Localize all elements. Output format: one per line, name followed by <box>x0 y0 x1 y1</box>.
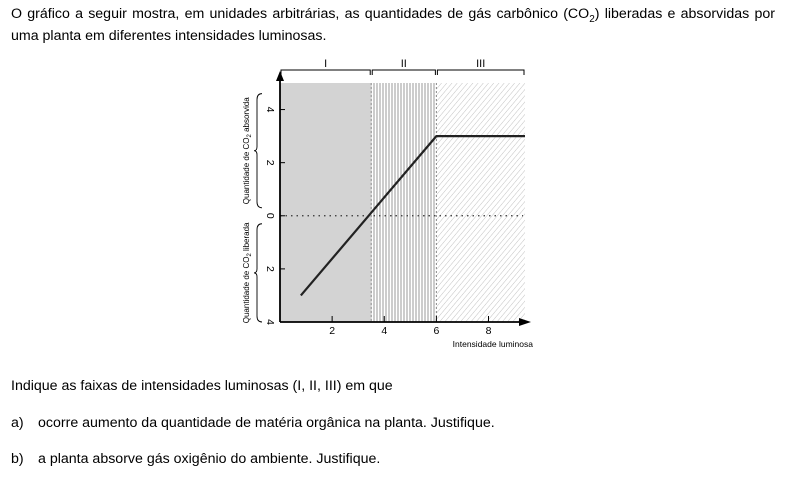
question-a-text: ocorre aumento da quantidade de matéria orgânica na planta. Justifique. <box>38 415 495 431</box>
region-bracket <box>372 70 435 75</box>
region-3 <box>436 83 525 322</box>
y-tick-label-zero: 0 <box>264 212 277 219</box>
region-1 <box>280 83 371 322</box>
question-b <box>11 451 380 468</box>
y-axis-title-released: Quantidade de $CO_2$ liberada <box>242 222 253 324</box>
x-axis-title: Intensidade luminosa <box>452 339 533 349</box>
brace-absorbed <box>254 94 262 208</box>
region-label: III <box>476 58 486 70</box>
region-label: II <box>400 58 407 70</box>
y-tick-label-absorbed: 4 <box>264 106 277 113</box>
intro-text-start: O gráfico a seguir mostra, em unidades arbitrárias, as quantidades de gás carbônico (CO <box>11 6 590 22</box>
region-bracket <box>437 70 524 75</box>
y-tick-label-absorbed: 2 <box>264 159 277 166</box>
intro-subscript: 2 <box>589 13 595 25</box>
x-tick-label: 6 <box>433 325 440 337</box>
question-a <box>11 415 495 432</box>
y-axis-labels <box>242 94 262 324</box>
x-tick-label: 8 <box>485 325 492 337</box>
co2-light-chart <box>235 55 545 355</box>
question-b-text: a planta absorve gás oxigênio do ambiente. Justifique. <box>38 451 381 467</box>
intro-paragraph <box>11 6 775 45</box>
region-label: I <box>324 58 328 70</box>
y-tick-label-released: 4 <box>264 319 277 325</box>
intro-text-end: ) liberadas e absorvidas por uma planta em diferentes intensidades luminosas. <box>11 6 775 44</box>
y-axis-arrow <box>276 71 284 81</box>
brace-released <box>254 224 262 322</box>
region-bracket <box>281 70 370 75</box>
x-tick-label: 4 <box>381 325 388 337</box>
question-b-label: b) <box>11 451 24 467</box>
y-axis-title-absorbed: Quantidade de $CO_2$ absorvida <box>242 97 253 205</box>
region-brackets <box>281 58 524 75</box>
regions-layer <box>280 83 525 322</box>
x-tick-label: 2 <box>329 325 336 337</box>
question-prompt: Indique as faixas de intensidades luminosas (I, II, III) em que <box>11 378 393 394</box>
question-a-label: a) <box>11 415 24 431</box>
y-tick-label-released: 2 <box>264 265 277 272</box>
